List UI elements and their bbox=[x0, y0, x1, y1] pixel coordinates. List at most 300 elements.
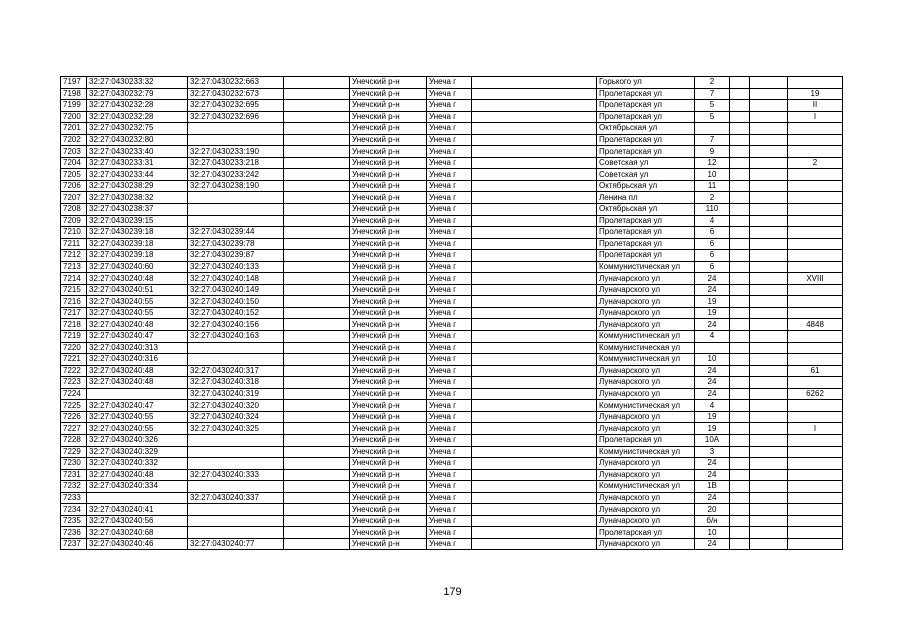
blank-cell bbox=[472, 515, 597, 527]
blank-cell bbox=[284, 458, 350, 470]
row-number-cell: 7231 bbox=[61, 469, 87, 481]
unit-cell bbox=[788, 377, 843, 389]
street-cell: Ленина пл bbox=[597, 192, 695, 204]
table-row bbox=[61, 169, 843, 181]
blank-cell bbox=[730, 411, 750, 423]
blank-cell bbox=[750, 342, 788, 354]
unit-cell bbox=[788, 238, 843, 250]
blank-cell bbox=[284, 169, 350, 181]
table-row bbox=[61, 296, 843, 308]
blank-cell bbox=[284, 250, 350, 262]
blank-cell bbox=[284, 411, 350, 423]
city-cell: Унеча г bbox=[427, 215, 472, 227]
street-cell: Пролетарская ул bbox=[597, 227, 695, 239]
city-cell: Унеча г bbox=[427, 400, 472, 412]
cadastral-parcel-cell: 32:27:0430240:51 bbox=[87, 284, 188, 296]
cadastral-building-cell: 32:27:0430232:696 bbox=[188, 111, 284, 123]
district-cell: Унечский р-н bbox=[350, 238, 427, 250]
cadastral-parcel-cell: 32:27:0430240:332 bbox=[87, 458, 188, 470]
cadastral-parcel-cell: 32:27:0430232:80 bbox=[87, 134, 188, 146]
blank-cell bbox=[472, 446, 597, 458]
row-number-cell: 7202 bbox=[61, 134, 87, 146]
table-row bbox=[61, 204, 843, 216]
district-cell: Унечский р-н bbox=[350, 169, 427, 181]
cadastral-building-cell: 32:27:0430240:320 bbox=[188, 400, 284, 412]
row-number-cell: 7212 bbox=[61, 250, 87, 262]
blank-cell bbox=[730, 284, 750, 296]
city-cell: Унеча г bbox=[427, 411, 472, 423]
district-cell: Унечский р-н bbox=[350, 342, 427, 354]
table-row bbox=[61, 434, 843, 446]
street-cell: Луначарского ул bbox=[597, 423, 695, 435]
cadastral-building-cell: 32:27:0430240:156 bbox=[188, 319, 284, 331]
blank-cell bbox=[472, 458, 597, 470]
house-cell: 20 bbox=[695, 504, 730, 516]
district-cell: Унечский р-н bbox=[350, 204, 427, 216]
row-number-cell: 7208 bbox=[61, 204, 87, 216]
table-row bbox=[61, 354, 843, 366]
district-cell: Унечский р-н bbox=[350, 377, 427, 389]
street-cell: Луначарского ул bbox=[597, 377, 695, 389]
city-cell: Унеча г bbox=[427, 492, 472, 504]
cadastral-parcel-cell: 32:27:0430240:48 bbox=[87, 365, 188, 377]
table-row bbox=[61, 134, 843, 146]
cadastral-building-cell: 32:27:0430240:133 bbox=[188, 261, 284, 273]
blank-cell bbox=[472, 204, 597, 216]
blank-cell bbox=[750, 446, 788, 458]
unit-cell bbox=[788, 446, 843, 458]
blank-cell bbox=[284, 434, 350, 446]
unit-cell bbox=[788, 492, 843, 504]
table-row bbox=[61, 307, 843, 319]
street-cell: Октябрьская ул bbox=[597, 204, 695, 216]
house-cell: 24 bbox=[695, 458, 730, 470]
table-row bbox=[61, 273, 843, 285]
street-cell: Пролетарская ул bbox=[597, 527, 695, 539]
blank-cell bbox=[730, 458, 750, 470]
blank-cell bbox=[730, 538, 750, 550]
house-cell: 5 bbox=[695, 111, 730, 123]
district-cell: Унечский р-н bbox=[350, 388, 427, 400]
table-row bbox=[61, 331, 843, 343]
unit-cell: 19 bbox=[788, 88, 843, 100]
blank-cell bbox=[472, 527, 597, 539]
district-cell: Унечский р-н bbox=[350, 157, 427, 169]
blank-cell bbox=[730, 377, 750, 389]
cadastral-building-cell: 32:27:0430240:337 bbox=[188, 492, 284, 504]
district-cell: Унечский р-н bbox=[350, 111, 427, 123]
house-cell: 4 bbox=[695, 331, 730, 343]
row-number-cell: 7216 bbox=[61, 296, 87, 308]
table-row bbox=[61, 515, 843, 527]
cadastral-building-cell: 32:27:0430240:163 bbox=[188, 331, 284, 343]
district-cell: Унечский р-н bbox=[350, 527, 427, 539]
district-cell: Унечский р-н bbox=[350, 515, 427, 527]
table-row bbox=[61, 157, 843, 169]
table-row bbox=[61, 492, 843, 504]
district-cell: Унечский р-н bbox=[350, 492, 427, 504]
city-cell: Унеча г bbox=[427, 111, 472, 123]
cadastral-building-cell: 32:27:0430240:319 bbox=[188, 388, 284, 400]
district-cell: Унечский р-н bbox=[350, 307, 427, 319]
cadastral-parcel-cell: 32:27:0430240:48 bbox=[87, 319, 188, 331]
house-cell: 10 bbox=[695, 527, 730, 539]
district-cell: Унечский р-н bbox=[350, 134, 427, 146]
blank-cell bbox=[284, 100, 350, 112]
city-cell: Унеча г bbox=[427, 469, 472, 481]
house-cell: 19 bbox=[695, 307, 730, 319]
page-number: 179 bbox=[443, 586, 462, 598]
row-number-cell: 7230 bbox=[61, 458, 87, 470]
house-cell: 10 bbox=[695, 354, 730, 366]
blank-cell bbox=[472, 354, 597, 366]
row-number-cell: 7204 bbox=[61, 157, 87, 169]
table-row bbox=[61, 284, 843, 296]
district-cell: Унечский р-н bbox=[350, 331, 427, 343]
street-cell: Пролетарская ул bbox=[597, 215, 695, 227]
street-cell: Коммунистическая ул bbox=[597, 261, 695, 273]
blank-cell bbox=[750, 400, 788, 412]
registry-table bbox=[60, 76, 843, 550]
blank-cell bbox=[750, 319, 788, 331]
city-cell: Унеча г bbox=[427, 504, 472, 516]
district-cell: Унечский р-н bbox=[350, 146, 427, 158]
city-cell: Унеча г bbox=[427, 458, 472, 470]
table-row bbox=[61, 77, 843, 89]
blank-cell bbox=[750, 481, 788, 493]
blank-cell bbox=[750, 538, 788, 550]
district-cell: Унечский р-н bbox=[350, 354, 427, 366]
city-cell: Унеча г bbox=[427, 284, 472, 296]
cadastral-parcel-cell: 32:27:0430240:334 bbox=[87, 481, 188, 493]
row-number-cell: 7198 bbox=[61, 88, 87, 100]
city-cell: Унеча г bbox=[427, 354, 472, 366]
table-row bbox=[61, 365, 843, 377]
house-cell: б/н bbox=[695, 515, 730, 527]
street-cell: Луначарского ул bbox=[597, 515, 695, 527]
city-cell: Унеча г bbox=[427, 134, 472, 146]
table-row bbox=[61, 481, 843, 493]
blank-cell bbox=[730, 423, 750, 435]
blank-cell bbox=[750, 504, 788, 516]
row-number-cell: 7227 bbox=[61, 423, 87, 435]
district-cell: Унечский р-н bbox=[350, 481, 427, 493]
city-cell: Унеча г bbox=[427, 331, 472, 343]
cadastral-parcel-cell: 32:27:0430240:316 bbox=[87, 354, 188, 366]
blank-cell bbox=[284, 423, 350, 435]
blank-cell bbox=[750, 123, 788, 135]
blank-cell bbox=[750, 134, 788, 146]
district-cell: Унечский р-н bbox=[350, 319, 427, 331]
table-row bbox=[61, 538, 843, 550]
cadastral-parcel-cell: 32:27:0430232:28 bbox=[87, 100, 188, 112]
blank-cell bbox=[472, 88, 597, 100]
blank-cell bbox=[730, 504, 750, 516]
cadastral-building-cell: 32:27:0430233:190 bbox=[188, 146, 284, 158]
blank-cell bbox=[730, 492, 750, 504]
street-cell: Луначарского ул bbox=[597, 469, 695, 481]
city-cell: Унеча г bbox=[427, 296, 472, 308]
row-number-cell: 7220 bbox=[61, 342, 87, 354]
city-cell: Унеча г bbox=[427, 169, 472, 181]
blank-cell bbox=[750, 515, 788, 527]
cadastral-building-cell bbox=[188, 123, 284, 135]
row-number-cell: 7200 bbox=[61, 111, 87, 123]
cadastral-building-cell bbox=[188, 458, 284, 470]
blank-cell bbox=[472, 100, 597, 112]
unit-cell bbox=[788, 250, 843, 262]
blank-cell bbox=[284, 446, 350, 458]
table-row bbox=[61, 423, 843, 435]
house-cell: 10А bbox=[695, 434, 730, 446]
blank-cell bbox=[284, 319, 350, 331]
row-number-cell: 7228 bbox=[61, 434, 87, 446]
blank-cell bbox=[730, 515, 750, 527]
street-cell: Луначарского ул bbox=[597, 365, 695, 377]
unit-cell bbox=[788, 354, 843, 366]
row-number-cell: 7221 bbox=[61, 354, 87, 366]
street-cell: Луначарского ул bbox=[597, 319, 695, 331]
blank-cell bbox=[750, 296, 788, 308]
blank-cell bbox=[472, 504, 597, 516]
blank-cell bbox=[750, 307, 788, 319]
blank-cell bbox=[730, 469, 750, 481]
house-cell: 19 bbox=[695, 423, 730, 435]
blank-cell bbox=[750, 423, 788, 435]
unit-cell: XVIII bbox=[788, 273, 843, 285]
blank-cell bbox=[472, 342, 597, 354]
blank-cell bbox=[284, 157, 350, 169]
street-cell: Коммунистическая ул bbox=[597, 481, 695, 493]
unit-cell bbox=[788, 296, 843, 308]
cadastral-parcel-cell: 32:27:0430239:15 bbox=[87, 215, 188, 227]
table-row bbox=[61, 527, 843, 539]
unit-cell bbox=[788, 331, 843, 343]
street-cell: Луначарского ул bbox=[597, 296, 695, 308]
blank-cell bbox=[730, 400, 750, 412]
unit-cell bbox=[788, 515, 843, 527]
city-cell: Унеча г bbox=[427, 88, 472, 100]
blank-cell bbox=[730, 481, 750, 493]
cadastral-parcel-cell: 32:27:0430240:41 bbox=[87, 504, 188, 516]
blank-cell bbox=[284, 123, 350, 135]
table-row bbox=[61, 458, 843, 470]
blank-cell bbox=[284, 204, 350, 216]
blank-cell bbox=[730, 342, 750, 354]
cadastral-parcel-cell: 32:27:0430233:32 bbox=[87, 77, 188, 89]
cadastral-building-cell: 32:27:0430239:87 bbox=[188, 250, 284, 262]
cadastral-building-cell: 32:27:0430240:77 bbox=[188, 538, 284, 550]
cadastral-building-cell bbox=[188, 527, 284, 539]
blank-cell bbox=[750, 492, 788, 504]
blank-cell bbox=[284, 307, 350, 319]
table-row bbox=[61, 88, 843, 100]
blank-cell bbox=[472, 388, 597, 400]
row-number-cell: 7213 bbox=[61, 261, 87, 273]
table-row bbox=[61, 504, 843, 516]
blank-cell bbox=[730, 204, 750, 216]
row-number-cell: 7199 bbox=[61, 100, 87, 112]
city-cell: Унеча г bbox=[427, 319, 472, 331]
blank-cell bbox=[284, 388, 350, 400]
row-number-cell: 7235 bbox=[61, 515, 87, 527]
street-cell: Горького ул bbox=[597, 77, 695, 89]
district-cell: Унечский р-н bbox=[350, 250, 427, 262]
blank-cell bbox=[284, 400, 350, 412]
row-number-cell: 7211 bbox=[61, 238, 87, 250]
unit-cell: I bbox=[788, 111, 843, 123]
table-row bbox=[61, 377, 843, 389]
house-cell: 24 bbox=[695, 365, 730, 377]
unit-cell: II bbox=[788, 100, 843, 112]
district-cell: Унечский р-н bbox=[350, 77, 427, 89]
table-row bbox=[61, 123, 843, 135]
blank-cell bbox=[750, 180, 788, 192]
blank-cell bbox=[730, 215, 750, 227]
row-number-cell: 7203 bbox=[61, 146, 87, 158]
table-row bbox=[61, 192, 843, 204]
district-cell: Унечский р-н bbox=[350, 180, 427, 192]
district-cell: Унечский р-н bbox=[350, 423, 427, 435]
cadastral-building-cell: 32:27:0430240:318 bbox=[188, 377, 284, 389]
city-cell: Унеча г bbox=[427, 538, 472, 550]
unit-cell: I bbox=[788, 423, 843, 435]
row-number-cell: 7210 bbox=[61, 227, 87, 239]
city-cell: Унеча г bbox=[427, 250, 472, 262]
district-cell: Унечский р-н bbox=[350, 538, 427, 550]
house-cell: 6 bbox=[695, 238, 730, 250]
house-cell: 7 bbox=[695, 134, 730, 146]
street-cell: Коммунистическая ул bbox=[597, 400, 695, 412]
blank-cell bbox=[472, 377, 597, 389]
cadastral-parcel-cell: 32:27:0430240:48 bbox=[87, 469, 188, 481]
blank-cell bbox=[730, 319, 750, 331]
house-cell: 24 bbox=[695, 469, 730, 481]
blank-cell bbox=[730, 527, 750, 539]
house-cell: 24 bbox=[695, 388, 730, 400]
row-number-cell: 7214 bbox=[61, 273, 87, 285]
district-cell: Унечский р-н bbox=[350, 446, 427, 458]
unit-cell: 2 bbox=[788, 157, 843, 169]
cadastral-building-cell bbox=[188, 134, 284, 146]
cadastral-parcel-cell: 32:27:0430240:55 bbox=[87, 411, 188, 423]
cadastral-building-cell bbox=[188, 192, 284, 204]
unit-cell: 4848 bbox=[788, 319, 843, 331]
house-cell: 4 bbox=[695, 215, 730, 227]
city-cell: Унеча г bbox=[427, 123, 472, 135]
cadastral-building-cell: 32:27:0430232:663 bbox=[188, 77, 284, 89]
city-cell: Унеча г bbox=[427, 204, 472, 216]
street-cell: Луначарского ул bbox=[597, 388, 695, 400]
blank-cell bbox=[472, 538, 597, 550]
blank-cell bbox=[750, 331, 788, 343]
blank-cell bbox=[284, 365, 350, 377]
street-cell: Пролетарская ул bbox=[597, 238, 695, 250]
blank-cell bbox=[284, 504, 350, 516]
blank-cell bbox=[750, 261, 788, 273]
blank-cell bbox=[730, 273, 750, 285]
street-cell: Луначарского ул bbox=[597, 538, 695, 550]
row-number-cell: 7206 bbox=[61, 180, 87, 192]
cadastral-parcel-cell: 32:27:0430233:40 bbox=[87, 146, 188, 158]
row-number-cell: 7223 bbox=[61, 377, 87, 389]
house-cell: 24 bbox=[695, 284, 730, 296]
row-number-cell: 7217 bbox=[61, 307, 87, 319]
unit-cell bbox=[788, 504, 843, 516]
blank-cell bbox=[284, 527, 350, 539]
blank-cell bbox=[730, 180, 750, 192]
row-number-cell: 7197 bbox=[61, 77, 87, 89]
district-cell: Унечский р-н bbox=[350, 400, 427, 412]
house-cell: 2 bbox=[695, 192, 730, 204]
cadastral-building-cell: 32:27:0430240:148 bbox=[188, 273, 284, 285]
blank-cell bbox=[750, 111, 788, 123]
blank-cell bbox=[730, 77, 750, 89]
city-cell: Унеча г bbox=[427, 515, 472, 527]
blank-cell bbox=[472, 284, 597, 296]
row-number-cell: 7224 bbox=[61, 388, 87, 400]
house-cell: 4 bbox=[695, 400, 730, 412]
street-cell: Пролетарская ул bbox=[597, 250, 695, 262]
city-cell: Унеча г bbox=[427, 365, 472, 377]
unit-cell bbox=[788, 538, 843, 550]
table-row bbox=[61, 227, 843, 239]
unit-cell bbox=[788, 400, 843, 412]
blank-cell bbox=[284, 331, 350, 343]
blank-cell bbox=[472, 157, 597, 169]
table-row bbox=[61, 400, 843, 412]
blank-cell bbox=[750, 88, 788, 100]
house-cell: 24 bbox=[695, 319, 730, 331]
cadastral-parcel-cell: 32:27:0430239:18 bbox=[87, 227, 188, 239]
blank-cell bbox=[730, 388, 750, 400]
blank-cell bbox=[472, 123, 597, 135]
city-cell: Унеча г bbox=[427, 434, 472, 446]
table-row bbox=[61, 180, 843, 192]
street-cell: Пролетарская ул bbox=[597, 434, 695, 446]
table-row bbox=[61, 215, 843, 227]
unit-cell bbox=[788, 527, 843, 539]
blank-cell bbox=[284, 492, 350, 504]
city-cell: Унеча г bbox=[427, 527, 472, 539]
blank-cell bbox=[472, 319, 597, 331]
cadastral-building-cell: 32:27:0430239:78 bbox=[188, 238, 284, 250]
street-cell: Пролетарская ул bbox=[597, 88, 695, 100]
house-cell: 6 bbox=[695, 261, 730, 273]
cadastral-parcel-cell: 32:27:0430238:37 bbox=[87, 204, 188, 216]
blank-cell bbox=[472, 192, 597, 204]
city-cell: Унеча г bbox=[427, 307, 472, 319]
cadastral-building-cell bbox=[188, 434, 284, 446]
district-cell: Унечский р-н bbox=[350, 284, 427, 296]
house-cell: 5 bbox=[695, 100, 730, 112]
blank-cell bbox=[284, 77, 350, 89]
street-cell: Луначарского ул bbox=[597, 504, 695, 516]
table-row bbox=[61, 319, 843, 331]
street-cell: Пролетарская ул bbox=[597, 100, 695, 112]
house-cell: 3 bbox=[695, 446, 730, 458]
street-cell: Пролетарская ул bbox=[597, 146, 695, 158]
cadastral-building-cell bbox=[188, 481, 284, 493]
blank-cell bbox=[750, 284, 788, 296]
cadastral-parcel-cell: 32:27:0430240:48 bbox=[87, 377, 188, 389]
blank-cell bbox=[750, 100, 788, 112]
blank-cell bbox=[730, 434, 750, 446]
cadastral-building-cell bbox=[188, 504, 284, 516]
blank-cell bbox=[472, 180, 597, 192]
cadastral-parcel-cell: 32:27:0430240:46 bbox=[87, 538, 188, 550]
row-number-cell: 7233 bbox=[61, 492, 87, 504]
